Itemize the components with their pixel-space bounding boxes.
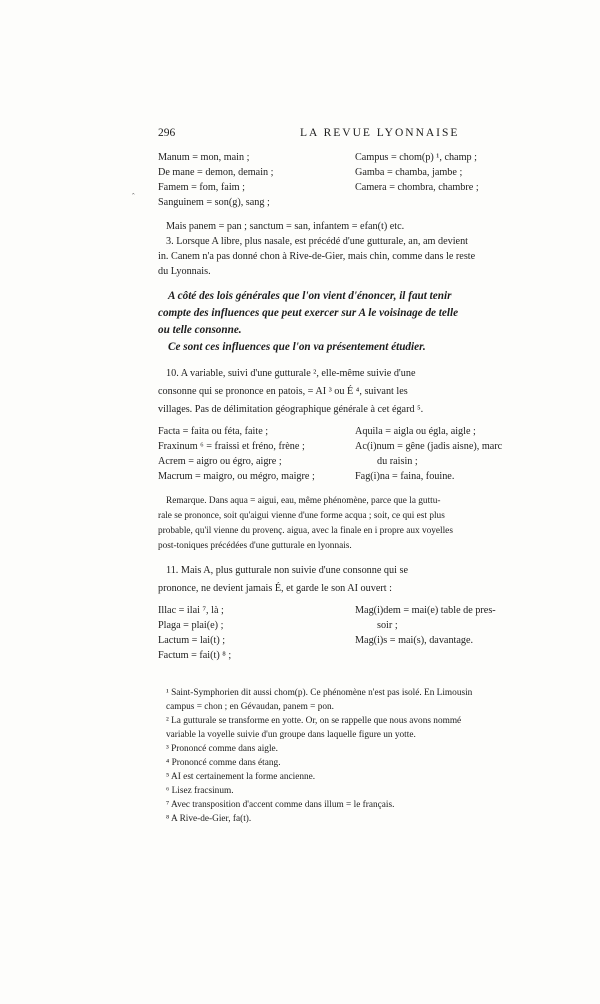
paragraph-3-line-3: du Lyonnais. [158, 266, 211, 277]
footnote-4: ⁴ Prononcé comme dans étang. [166, 758, 281, 768]
section-11-line-1: 11. Mais A, plus gutturale non suivie d'une consonne qui se [166, 565, 408, 576]
table3-right-1: soir ; [377, 620, 398, 631]
table3-right-0: Mag(i)dem = mai(e) table de pres- [355, 605, 496, 616]
table2-right-0: Aquila = aigla ou égla, aigle ; [355, 426, 476, 437]
table1-right-2: Camera = chombra, chambre ; [355, 182, 479, 193]
table1-left-3: Sanguinem = son(g), sang ; [158, 197, 270, 208]
running-title: LA REVUE LYONNAISE [300, 127, 460, 139]
table3-left-3: Factum = fai(t) ⁸ ; [158, 650, 232, 661]
section-10-line-3: villages. Pas de délimitation géographique générale à cet égard ⁵. [158, 404, 424, 415]
margin-mark: ˆ [132, 192, 135, 201]
section-11-line-2: prononce, ne devient jamais É, et garde le son AI ouvert : [158, 583, 392, 594]
page-number: 296 [158, 127, 176, 139]
italic-line-1: A côté des lois générales que l'on vient d'énoncer, il faut tenir [168, 290, 452, 302]
section-10-line-2: consonne qui se prononce en patois, = AI ³ ou É ⁴, suivant les [158, 386, 408, 397]
footnote-7: ⁷ Avec transposition d'accent comme dans illum = le français. [166, 800, 395, 810]
table3-left-1: Plaga = plai(e) ; [158, 620, 224, 631]
footnote-2-line-1: ² La gutturale se transforme en yotte. Or, on se rappelle que nous avons nommé [166, 716, 462, 726]
table2-right-2: du raisin ; [377, 456, 418, 467]
table1-left-2: Famem = fom, faim ; [158, 182, 245, 193]
remarque-line-1: Remarque. Dans aqua = aigui, eau, même phénomène, parce que la guttu- [166, 496, 441, 506]
paragraph-mais-panem: Mais panem = pan ; sanctum = san, infantem = efan(t) etc. [166, 221, 405, 232]
table1-left-0: Manum = mon, main ; [158, 152, 250, 163]
remarque-line-3: probable, qu'il vienne du provenç. aigua, avec la finale en i propre aux voyelles [158, 526, 453, 536]
footnote-5: ⁵ AI est certainement la forme ancienne. [166, 772, 316, 782]
section-10-line-1: 10. A variable, suivi d'une gutturale ², elle-même suivie d'une [166, 368, 416, 379]
table2-right-3: Fag(i)na = faina, fouine. [355, 471, 455, 482]
footnote-3: ³ Prononcé comme dans aigle. [166, 744, 278, 754]
remarque-line-4: post-toniques précédées d'une gutturale en lyonnais. [158, 541, 352, 551]
italic-line-4: Ce sont ces influences que l'on va présentement étudier. [168, 341, 426, 353]
paragraph-3-line-1: 3. Lorsque A libre, plus nasale, est précédé d'une gutturale, an, am devient [166, 236, 468, 247]
table2-right-1: Ac(i)num = gêne (jadis aisne), marc [355, 441, 503, 452]
footnote-2-line-2: variable la voyelle suivie d'un groupe dans laquelle figure un yotte. [166, 730, 416, 740]
table3-left-2: Lactum = lai(t) ; [158, 635, 226, 646]
footnote-6: ⁶ Lisez fracsinum. [166, 786, 234, 796]
remarque-line-2: rale se prononce, soit qu'aigui vienne d'une forme acqua ; soit, ce qui est plus [158, 511, 445, 521]
table3-right-2: Mag(i)s = mai(s), davantage. [355, 635, 474, 646]
italic-line-3: ou telle consonne. [158, 324, 242, 336]
table2-left-2: Acrem = aigro ou égro, aigre ; [158, 456, 282, 467]
table1-right-0: Campus = chom(p) ¹, champ ; [355, 152, 477, 163]
table3-left-0: Illac = ilai ⁷, là ; [158, 605, 224, 616]
italic-line-2: compte des influences que peut exercer sur A le voisinage de telle [158, 307, 459, 319]
paragraph-3-line-2: in. Canem n'a pas donné chon à Rive-de-Gier, mais chin, comme dans le reste [158, 251, 476, 262]
table1-left-1: De mane = demon, demain ; [158, 167, 274, 178]
footnote-1-line-1: ¹ Saint-Symphorien dit aussi chom(p). Ce phénomène n'est pas isolé. En Limousin [166, 688, 473, 698]
table2-left-3: Macrum = maigro, ou mégro, maigre ; [158, 471, 315, 482]
table2-left-1: Fraxinum ⁶ = fraissi et fréno, frène ; [158, 441, 305, 452]
footnote-8: ⁸ A Rive-de-Gier, fa(t). [166, 814, 252, 824]
footnote-1-line-2: campus = chon ; en Gévaudan, panem = pon. [166, 702, 334, 712]
table1-right-1: Gamba = chamba, jambe ; [355, 167, 463, 178]
table2-left-0: Facta = faita ou féta, faite ; [158, 426, 269, 437]
